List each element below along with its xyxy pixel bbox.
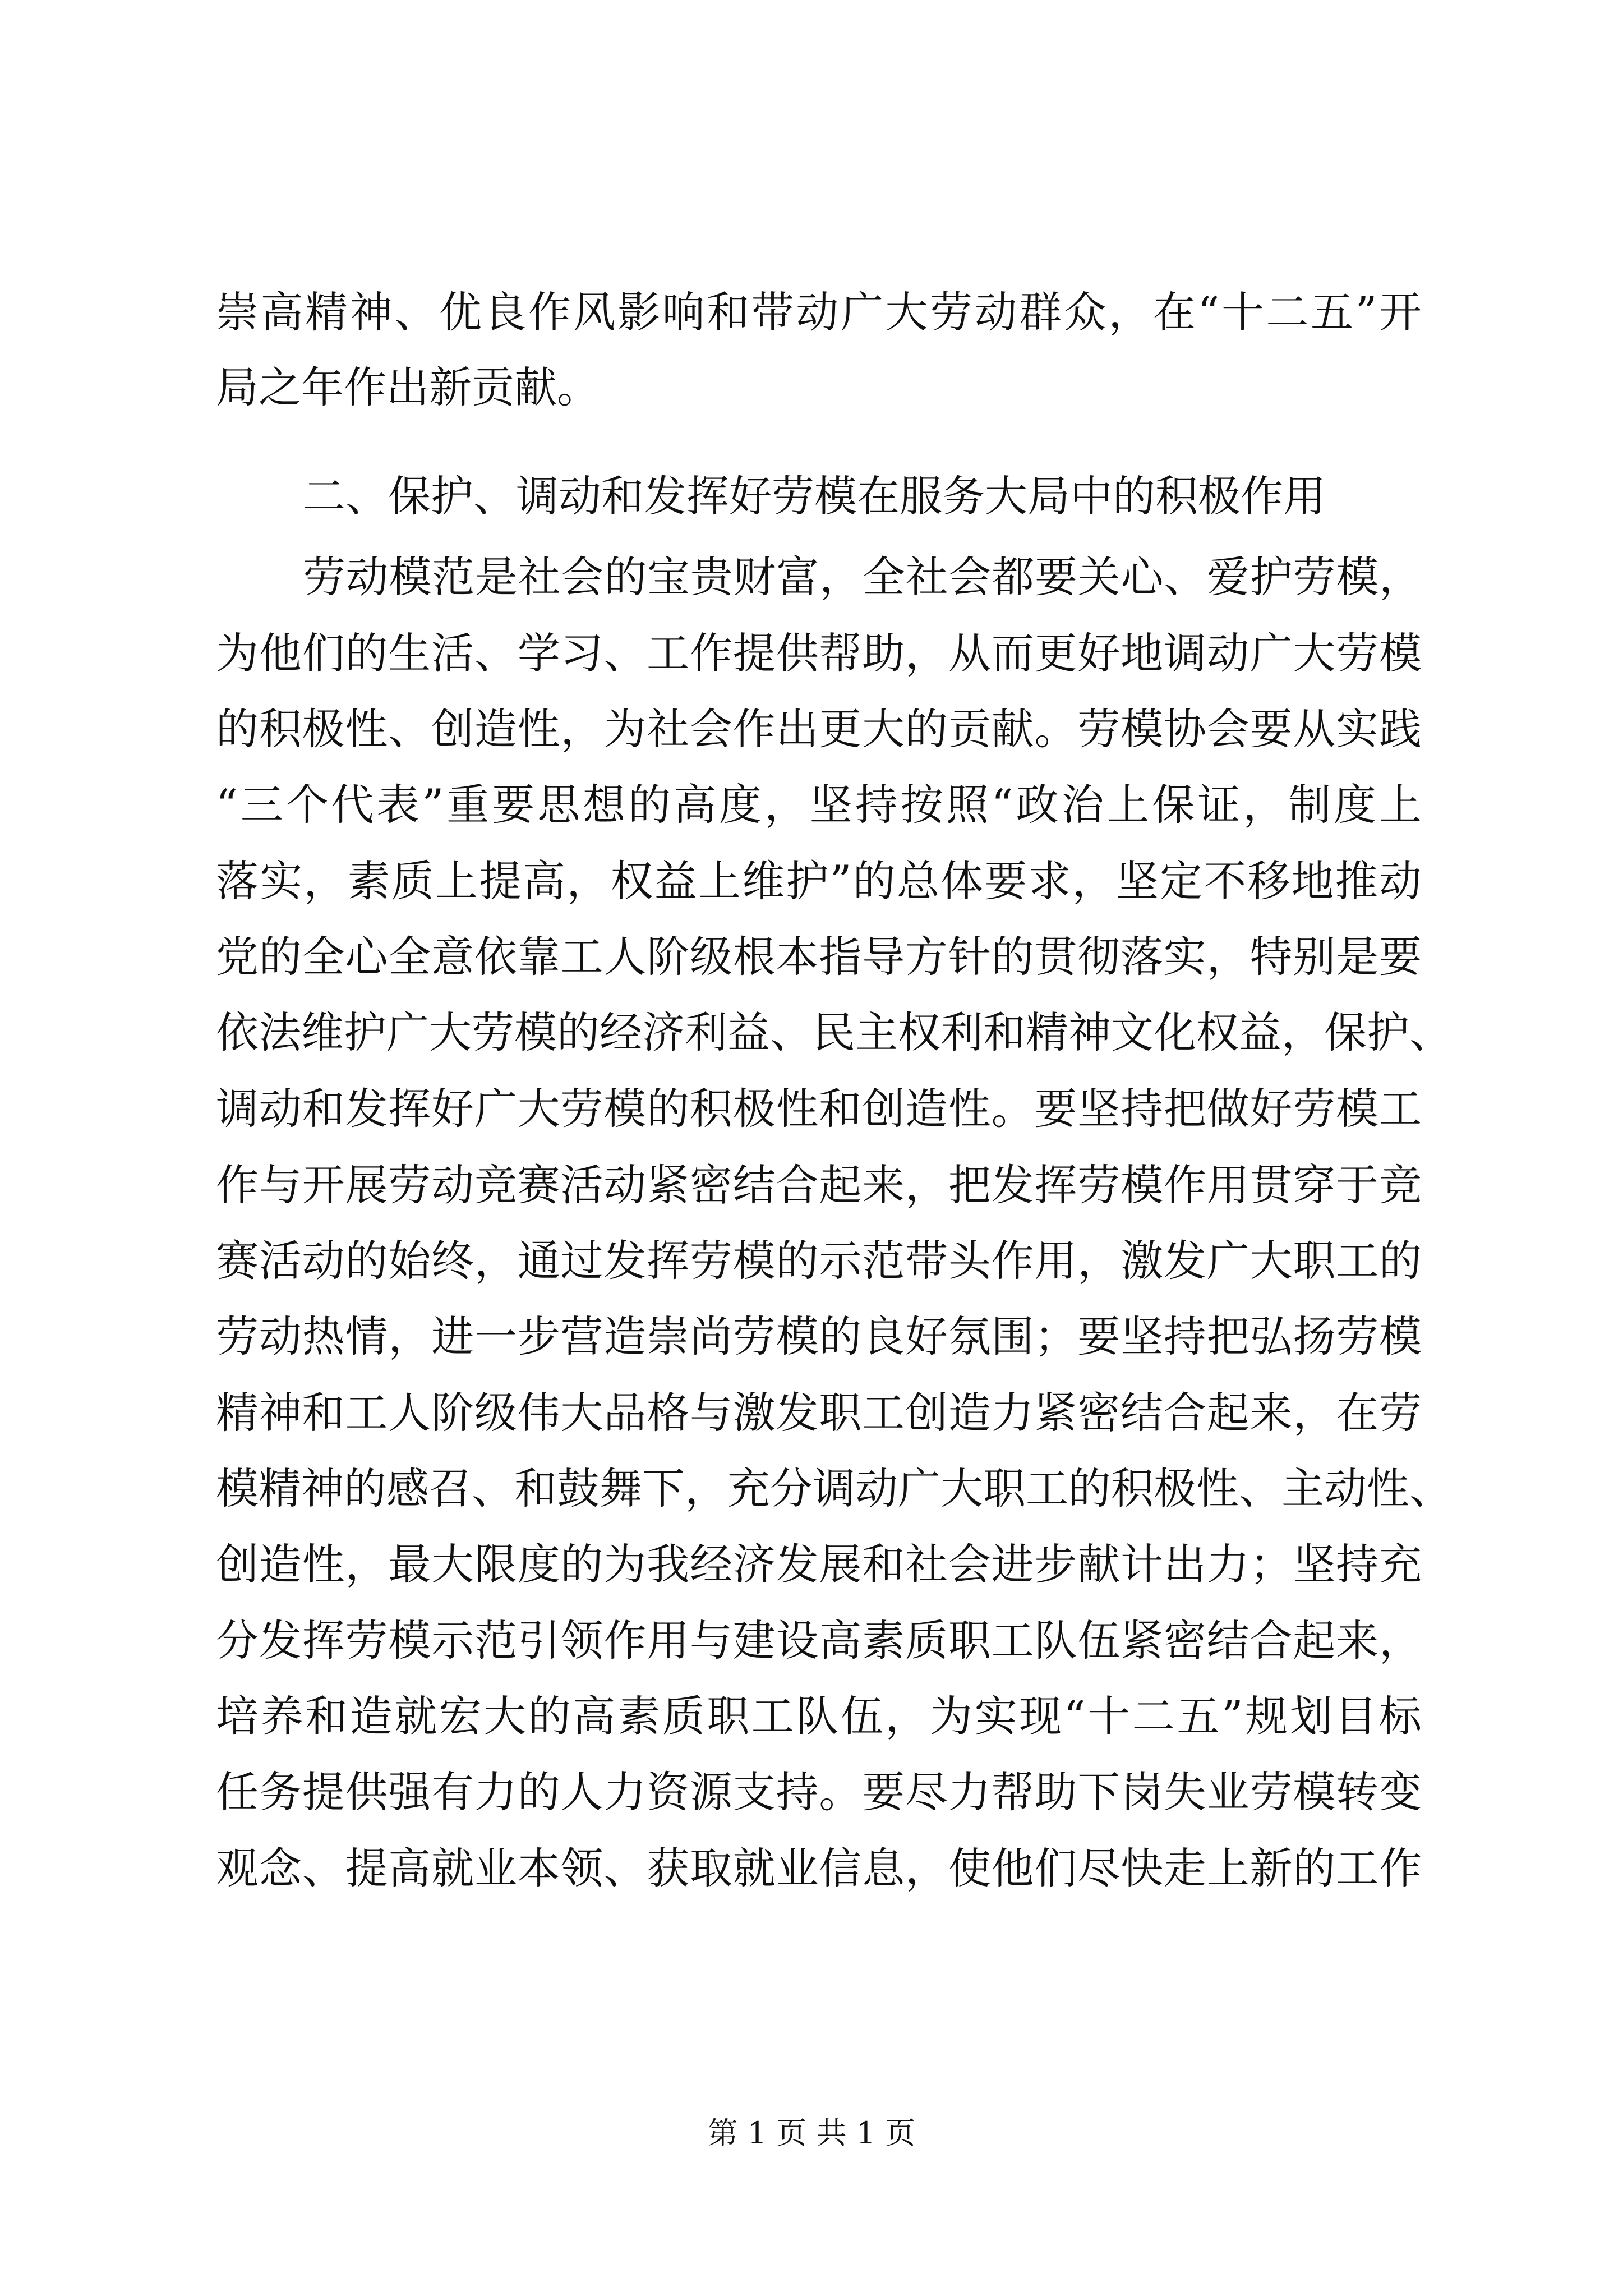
paragraph-line: 劳动热情，进一步营造崇尚劳模的良好氛围；要坚持把弘扬劳模 <box>216 1312 1422 1361</box>
paragraph-line: 调动和发挥好广大劳模的积极性和创造性。要坚持把做好劳模工 <box>216 1084 1422 1134</box>
paragraph-line: 培养和造就宏大的高素质职工队伍，为实现“十二五”规划目标 <box>216 1691 1422 1741</box>
paragraph-line: “三个代表”重要思想的高度，坚持按照“政治上保证，制度上 <box>216 780 1422 830</box>
paragraph-line: 作与开展劳动竞赛活动紧密结合起来，把发挥劳模作用贯穿于竞 <box>216 1160 1422 1210</box>
paragraph-line: 创造性，最大限度的为我经济发展和社会进步献计出力；坚持充 <box>216 1539 1422 1589</box>
paragraph-line: 局之年作出新贡献。 <box>216 362 600 412</box>
paragraph-line: 崇高精神、优良作风影响和带动广大劳动群众，在“十二五”开 <box>216 287 1422 337</box>
paragraph-line: 精神和工人阶级伟大品格与激发职工创造力紧密结合起来，在劳 <box>216 1388 1422 1438</box>
paragraph-line: 观念、提高就业本领、获取就业信息，使他们尽快走上新的工作 <box>216 1843 1422 1893</box>
paragraph-line: 的积极性、创造性，为社会作出更大的贡献。劳模协会要从实践 <box>216 704 1422 754</box>
section-heading: 二、保护、调动和发挥好劳模在服务大局中的积极作用 <box>303 471 1326 521</box>
paragraph-line: 落实，素质上提高，权益上维护”的总体要求，坚定不移地推动 <box>216 856 1422 906</box>
paragraph-line: 模精神的感召、和鼓舞下，充分调动广大职工的积极性、主动性、 <box>216 1464 1452 1513</box>
paragraph-line: 为他们的生活、学习、工作提供帮助，从而更好地调动广大劳模 <box>216 628 1422 678</box>
paragraph-line: 依法维护广大劳模的经济利益、民主权利和精神文化权益，保护、 <box>216 1007 1452 1057</box>
paragraph-line: 党的全心全意依靠工人阶级根本指导方针的贯彻落实，特别是要 <box>216 932 1422 982</box>
page-footer: 第 1 页 共 1 页 <box>707 2115 916 2151</box>
paragraph-line: 分发挥劳模示范引领作用与建设高素质职工队伍紧密结合起来， <box>216 1616 1422 1665</box>
paragraph-line: 任务提供强有力的人力资源支持。要尽力帮助下岗失业劳模转变 <box>216 1767 1422 1817</box>
paragraph-line: 赛活动的始终，通过发挥劳模的示范带头作用，激发广大职工的 <box>216 1236 1422 1286</box>
paragraph-line: 劳动模范是社会的宝贵财富，全社会都要关心、爱护劳模， <box>303 552 1422 602</box>
